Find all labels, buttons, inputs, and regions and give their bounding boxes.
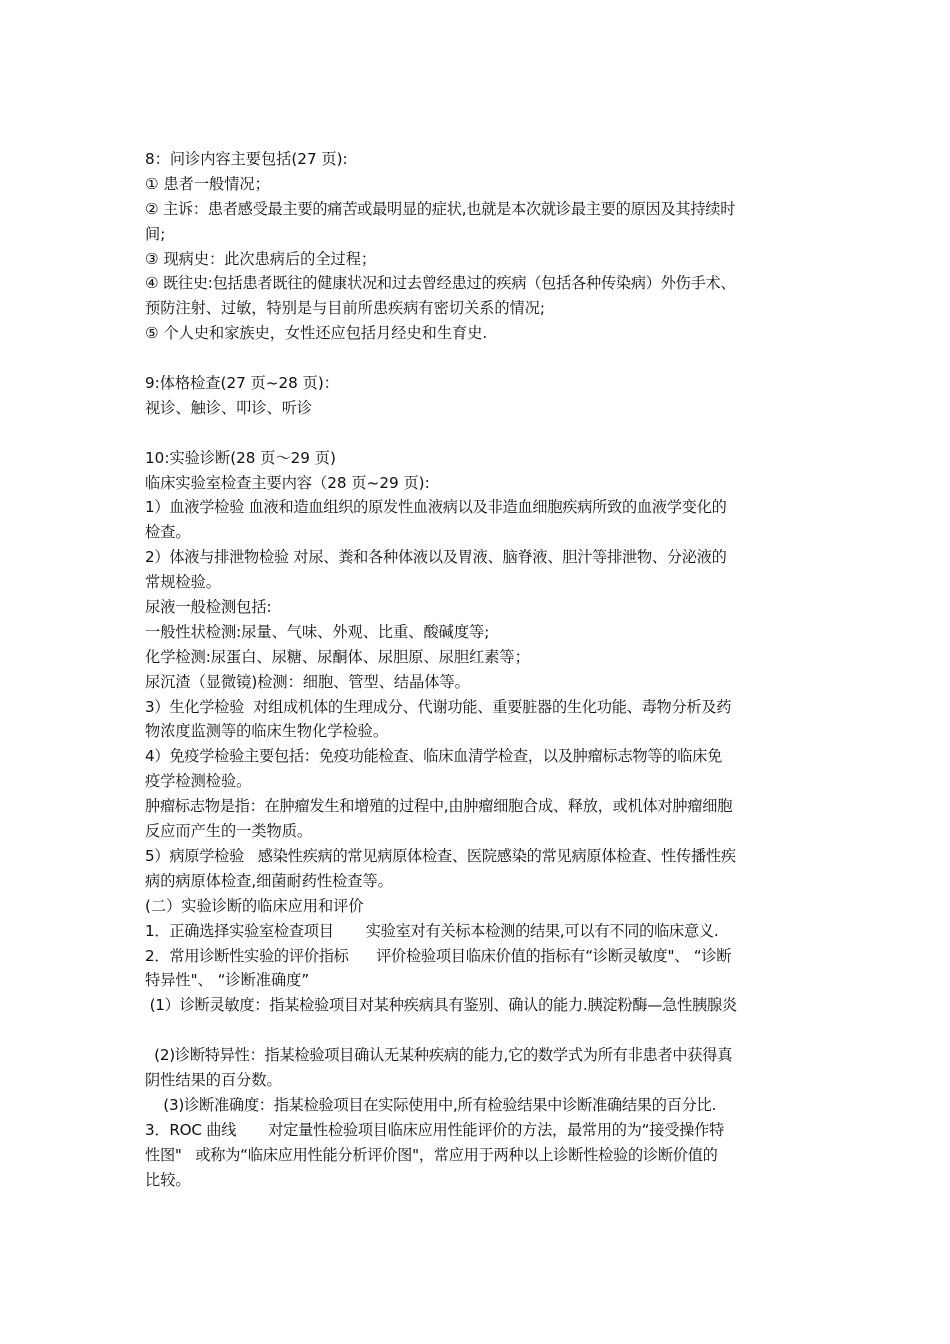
paragraph-line: 临床实验室检查主要内容（28 页~29 页): [145,473,430,492]
paragraph-line: 物浓度监测等的临床生物化学检验。 [145,722,388,741]
paragraph-line: 3．ROC 曲线 对定量性检验项目临床应用性能评价的方法，最常用的为“接受操作特 [145,1120,724,1139]
paragraph-line: 2．常用诊断性实验的评价指标 评价检验项目临床价值的指标有“诊断灵敏度"、 “诊断 [145,946,732,965]
paragraph-line: 2）体液与排泄物检验 对尿、粪和各种体液以及胃液、脑脊液、胆汁等排泄物、分泌液的 [145,548,727,567]
document-body [145,147,810,1192]
paragraph-line: 4）免疫学检验主要包括：免疫功能检查、临床血清学检查，以及肿瘤标志物等的临床免 [145,747,723,766]
blank-line [145,421,810,446]
list-item: ① 患者一般情况； [145,174,270,193]
paragraph-line: (2)诊断特异性：指某检验项目确认无某种疾病的能力,它的数学式为所有非患者中获得真 [145,1046,733,1065]
paragraph-line: (1）诊断灵敏度：指某检验项目对某种疾病具有鉴别、确认的能力.胰淀粉酶—急性胰腺炎 [145,996,737,1015]
paragraph-line: 阴性结果的百分数。 [145,1070,282,1089]
paragraph-line: 病的病原体检查,细菌耐药性检查等。 [145,871,393,890]
subsection-heading: (二）实验诊断的临床应用和评价 [145,896,364,915]
paragraph-line: 尿沉渣（显微镜)检测：细胞、管型、结晶体等。 [145,672,470,691]
paragraph-line: 5）病原学检验 感染性疾病的常见病原体检查、医院感染的常见病原体检查、性传播性疾 [145,846,736,865]
blank-line [145,346,810,371]
list-item-continuation: 间; [145,224,166,243]
paragraph-line: 1．正确选择实验室检查项目 实验室对有关标本检测的结果,可以有不同的临床意义. [145,921,719,940]
paragraph-line: 常规检验。 [145,573,221,592]
paragraph-line: 性图" 或称为“临床应用性能分析评价图"，常应用于两种以上诊断性检验的诊断价值的 [145,1145,718,1164]
paragraph-line: 肿瘤标志物是指：在肿瘤发生和增殖的过程中,由肿瘤细胞合成、释放，或机体对肿瘤细胞 [145,797,733,816]
list-item: ③ 现病史：此次患病后的全过程； [145,249,377,268]
list-item-continuation: 预防注射、过敏，特别是与目前所患疾病有密切关系的情况; [145,299,545,318]
list-item: ⑤ 个人史和家族史，女性还应包括月经史和生育史. [145,324,488,343]
paragraph-line: 一般性状检测:尿量、气味、外观、比重、酸碱度等; [145,622,490,641]
paragraph-line: 1）血液学检验 血液和造血组织的原发性血液病以及非造血细胞疾病所致的血液学变化的 [145,498,727,517]
paragraph-line: 尿液一般检测包括: [145,598,272,617]
section-8-heading: 8：问诊内容主要包括(27 页): [145,150,348,168]
paragraph-line: 比较。 [145,1170,191,1189]
paragraph-line: (3)诊断准确度：指某检验项目在实际使用中,所有检验结果中诊断准确结果的百分比. [145,1095,717,1114]
paragraph-line: 化学检测:尿蛋白、尿糖、尿酮体、尿胆原、尿胆红素等； [145,647,530,666]
paragraph-line: 3）生化学检验 对组成机体的生理成分、代谢功能、重要脏器的生化功能、毒物分析及药 [145,697,732,716]
paragraph-line: 视诊、触诊、叩诊、听诊 [145,398,313,417]
blank-line [145,1018,810,1043]
list-item: ② 主诉：患者感受最主要的痛苦或最明显的症状,也就是本次就诊最主要的原因及其持续时 [145,199,736,218]
paragraph-line: 疫学检测检验。 [145,772,252,791]
list-item: ④ 既往史:包括患者既往的健康状况和过去曾经患过的疾病（包括各种传染病）外伤手术、 [145,274,736,293]
section-10-heading: 10:实验诊断(28 页～29 页) [145,448,336,467]
paragraph-line: 特异性"、 “诊断准确度” [145,971,310,990]
section-9-heading: 9:体格检查(27 页~28 页)： [145,374,339,393]
paragraph-line: 检查。 [145,523,191,542]
paragraph-line: 反应而产生的一类物质。 [145,822,313,841]
